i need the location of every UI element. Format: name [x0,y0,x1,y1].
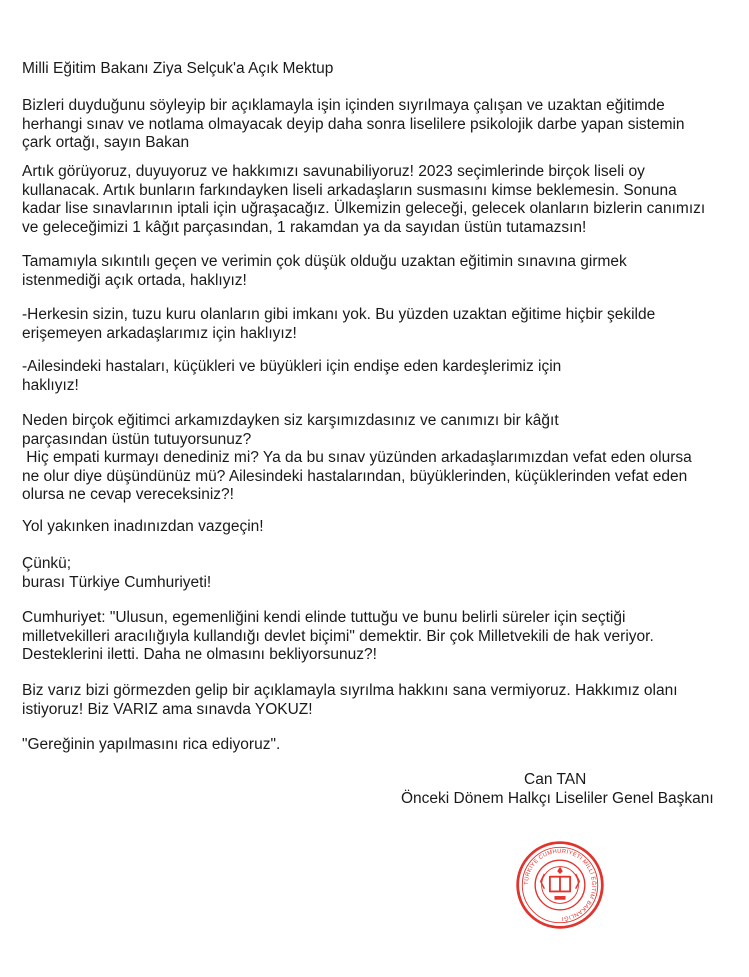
signature-role: Önceki Dönem Halkçı Liseliler Genel Başkanı [401,790,714,807]
paragraph-3: Tamamıyla sıkıntılı geçen ve verimin çok düşük olduğu uzaktan eğitimin sınavına girmek istenmediği açık ortada, haklıyız! [22,253,627,289]
paragraph-8: Çünkü; burası Türkiye Cumhuriyeti! [22,555,212,591]
paragraph-5: -Ailesindeki hastaları, küçükleri ve büyükleri için endişe eden kardeşlerimiz için haklıyız! [22,358,562,394]
paragraph-1: Bizleri duyduğunu söyleyip bir açıklamayla işin içinden sıyrılmaya çalışan ve uzaktan eğitimde herhangi sınav ve notlama olmayacak deyip daha sonra liselilere psikolojik darbe yapan sistemin çark ortağı, sayın Bakan [22,97,685,152]
letter-title: Milli Eğitim Bakanı Ziya Selçuk'a Açık Mektup [22,60,334,77]
paragraph-11: "Gereğinin yapılmasını rica ediyoruz". [22,736,281,753]
paragraph-2: Artık görüyoruz, duyuyoruz ve hakkımızı savunabiliyoruz! 2023 seçimlerinde birçok liseli oy kullanacak. Artık bunların farkındayken liseli arkadaşların susmasını kimse beklemesin. Sonuna kadar lise sınavlarının iptali için uğraşacağız. Ülkemizin geleceği, gelecek olanların bizlerin canımızı ve geleceğimizi 1 kâğıt parçasından, 1 rakamdan ya da sayıdan üstün tutamazsın! [22,163,706,236]
paragraph-7: Yol yakınken inadınızdan vazgeçin! [22,518,264,535]
signature-name: Can TAN [524,771,587,788]
paragraph-9: Cumhuriyet: "Ulusun, egemenliğini kendi elinde tuttuğu ve bunu belirli süreler için seçtiği milletvekilleri aracılığıyla kullandığı devlet biçimi" demektir. Bir çok Milletvekili de hak veriyor. Desteklerini iletti. Daha ne olmasını bekliyorsunuz?! [22,609,654,664]
paragraph-10: Biz varız bizi görmezden gelip bir açıklamayla sıyrılma hakkını sana vermiyoruz. Hakkımız olanı istiyoruz! Biz VARIZ ama sınavda YOKUZ! [22,682,678,718]
ministry-seal-icon [514,839,606,931]
seal-ring-text: TÜRKİYE CUMHURİYETİ MİLLİ EĞİTİM BAKANLIĞI [523,848,597,922]
paragraph-4: -Herkesin sizin, tuzu kuru olanların gibi imkanı yok. Bu yüzden uzaktan eğitime hiçbir şekilde erişemeyen arkadaşlarımız için haklıyız! [22,306,656,342]
paragraph-6: Neden birçok eğitimci arkamızdayken siz karşımızdasınız ve canımızı bir kâğıt parçasından üstün tutuyorsunuz? Hiç empati kurmayı denediniz mi? Ya da bu sınav yüzünden arkadaşlarımızdan vefat eden olursa ne olur diye düşündünüz mü? Ailesindeki hastalarından, büyüklerinden, küçüklerinden vefat eden olursa ne cevap vereceksiniz?! [22,412,692,504]
